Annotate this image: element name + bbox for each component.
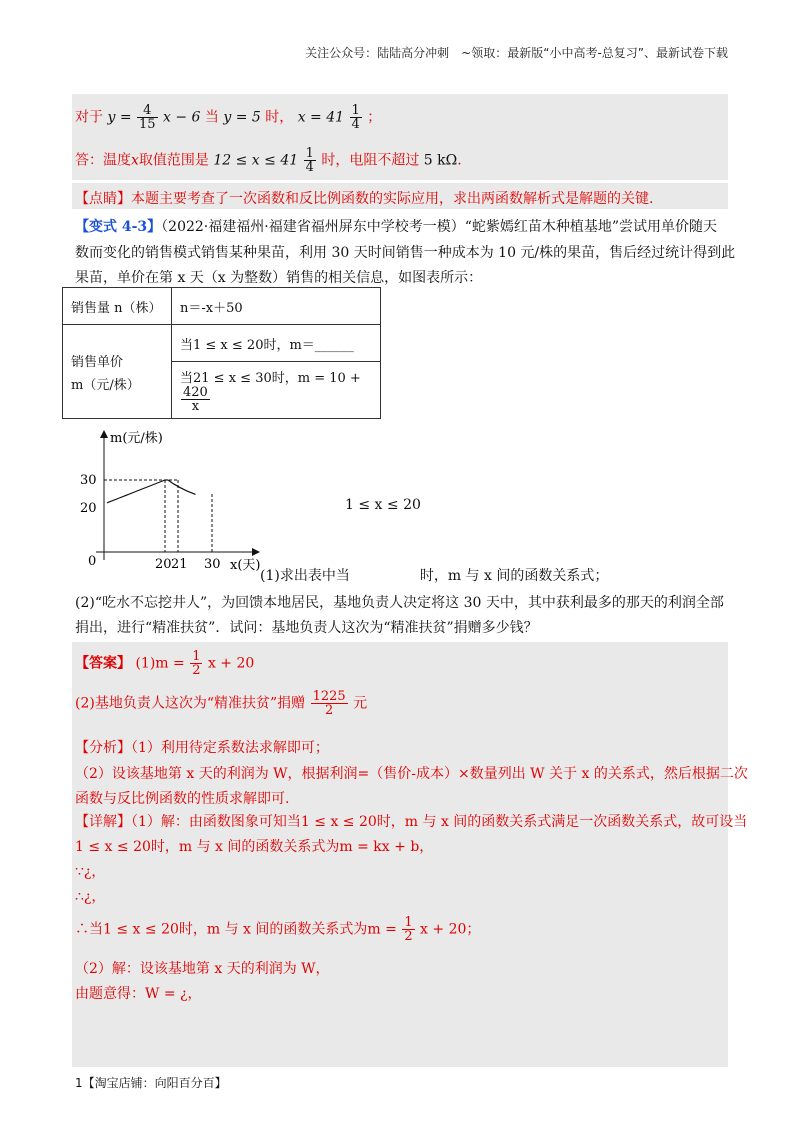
problem-line-1: 【变式 4-3】（2022·福建福州·福建省福州屏东中学校考一模）“蛇紫嫣红苗木种植基地”尝试用单价随天 [75,219,718,235]
series-line-3 [168,480,196,494]
y-tick-label: 30 [80,473,97,488]
series-line-1 [107,480,165,503]
solution-answer-line: 答：温度x取值范围是 12 ≤ x ≤ 41 $\frac{1}{4}$ 时，电阻不超过 5 kΩ. [75,146,462,175]
y-axis-label: m(元/株) [110,431,163,446]
analysis-line-1: 【分析】（1）利用待定系数法求解即可； [75,740,329,756]
detail-line-6: （2）解：设该基地第 x 天的利润为 W， [75,961,330,977]
x-axis-arrow [252,548,260,556]
solution-line-1: 对于 y = $\frac{4}{15}$ x − 6 当 y = 5 时， x = 41 $\frac{1}{4}$ ； [75,103,382,132]
y-tick-label: 20 [80,501,97,516]
dianjing-line: 【点睛】本题主要考查了一次函数和反比例函数的实际应用，求出两函数解析式是解题的关键. [75,191,654,207]
detail-line-4: ∴¿， [75,889,106,905]
detail-line-2: 1 ≤ x ≤ 20时，m 与 x 间的函数关系式为m = kx + b， [75,839,434,855]
answer-line-2: (2)基地负责人这次为“精准扶贫”捐赠 $\frac{1225}{2}$ 元 [75,689,368,718]
question-2-line-1: (2)“吃水不忘挖井人”，为回馈本地居民，基地负责人决定将这 30 天中，其中获利最多的那天的利润全部 [75,595,724,611]
detail-line-1: 【详解】（1）解：由函数图象可知当1 ≤ x ≤ 20时，m 与 x 间的函数关系式满足一次函数关系式，故可设当 [75,814,748,830]
problem-line-3: 果苗，单价在第 x 天（x 为整数）销售的相关信息，如图表所示： [75,270,483,286]
origin-label: 0 [88,554,97,569]
question-1: (1)求出表中当 时，m 与 x 间的函数关系式； [260,568,609,584]
price-graph [70,428,370,576]
table-cell-price: 销售单价 m（元/株） [63,325,172,419]
detail-line-7: 由题意得：W = ¿， [75,986,202,1002]
x-axis-label: x(天) [230,558,261,573]
graph-side-text: 1 ≤ x ≤ 20 [345,497,421,513]
x-tick-label: 20 [155,557,172,572]
answer-line-1: 【答案】 (1)m = $\frac{1}{2}$ x + 20 [75,649,255,678]
detail-line-3: ∵¿， [75,864,106,880]
table-cell: 当1 ≤ x ≤ 20时，m＝______ [172,325,381,362]
question-2-line-2: 捐出，进行“精准扶贫”．试问：基地负责人这次为“精准扶贫”捐赠多少钱？ [75,620,538,636]
page-header: 关注公众号：陆陆高分冲刺 ~领取：最新版“小中高考-总复习”、最新试卷下载 [305,46,728,60]
page-footer: 1【淘宝店铺：向阳百分百】 [75,1076,227,1090]
x-tick-label: 30 [204,557,221,572]
table-cell: 当21 ≤ x ≤ 30时，m = 10 + $\frac{420}{x}$ [172,362,381,419]
analysis-line-2: （2）设该基地第 x 天的利润为 W，根据利润=（售价-成本）×数量列出 W 关于 x 的关系式，然后根据二次 [75,766,748,782]
detail-line-5: ∴当1 ≤ x ≤ 20时，m 与 x 间的函数关系式为m = $\frac{1}{2}$ x + 20； [75,915,481,944]
info-table [62,287,381,419]
problem-line-2: 数而变化的销售模式销售某种果苗，利用 30 天时间销售一种成本为 10 元/株的果苗，售后经过统计得到此 [75,245,736,261]
table-cell: n＝-x＋50 [172,288,381,325]
table-cell: 销售量 n（株） [63,288,172,325]
x-tick-label: 21 [171,557,188,572]
analysis-line-3: 函数与反比例函数的性质求解即可. [75,791,290,807]
y-axis-arrow [100,430,108,438]
